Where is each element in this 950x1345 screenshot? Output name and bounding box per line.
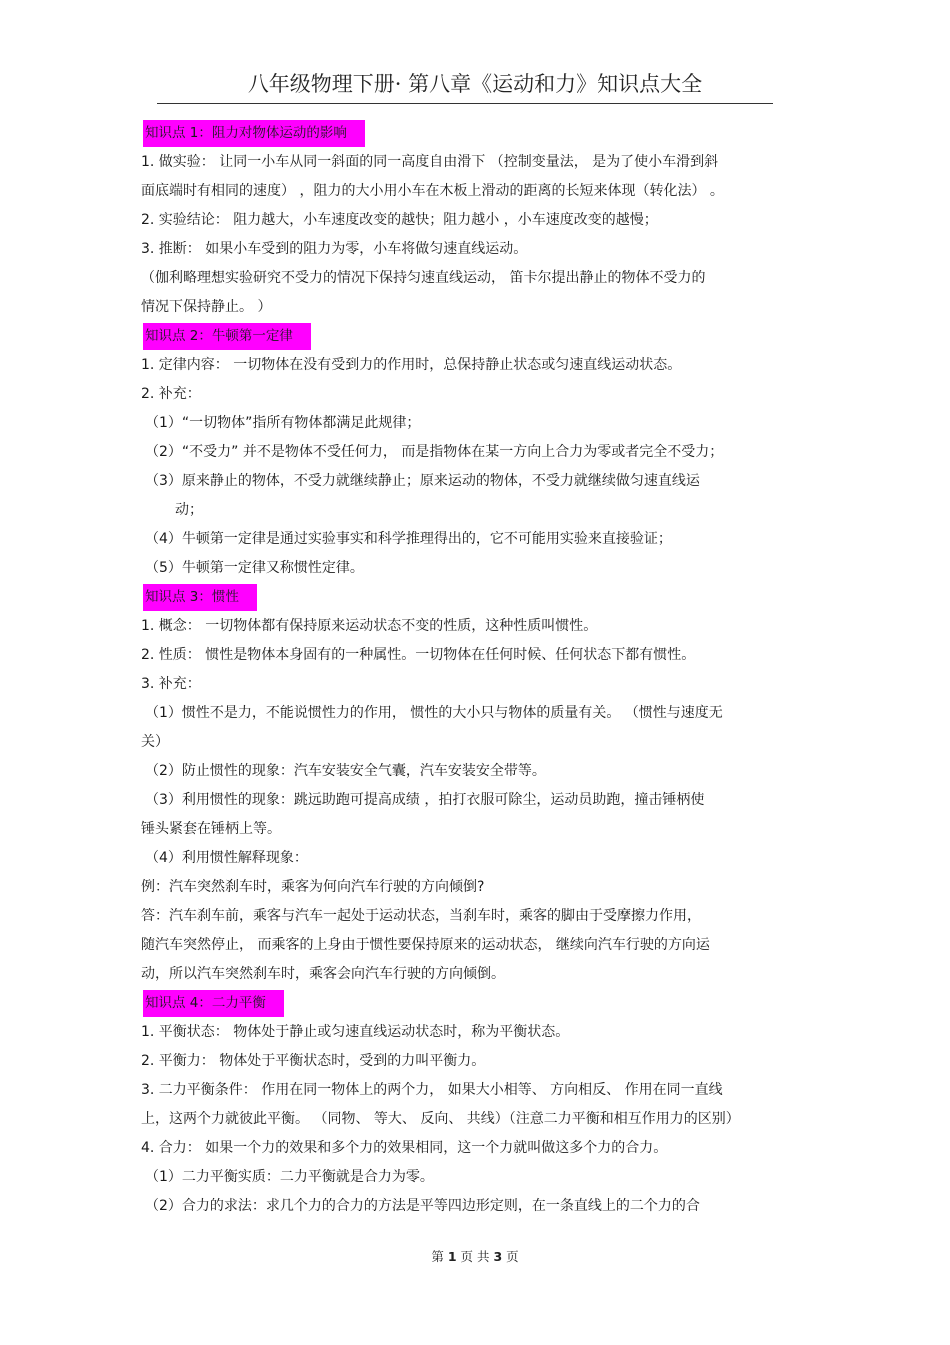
footer-suffix: 页: [506, 1249, 519, 1264]
text-line: 2. 平衡力： 物体处于平衡状态时，受到的力叫平衡力。: [141, 1053, 486, 1069]
text-line: 动，所以汽车突然刹车时，乘客会向汽车行驶的方向倾倒。: [141, 966, 505, 982]
text-line: 锤头紧套在锤柄上等。: [141, 821, 281, 837]
continuation-line: 动；: [175, 502, 203, 518]
text-line: 面底端时有相同的速度） ，阻力的大小用小车在木板上滑动的距离的长短来体现（转化法） 。: [141, 183, 724, 199]
footer-page-total: 3: [493, 1249, 503, 1264]
section-heading-row: [141, 989, 831, 1018]
text-line: 1. 平衡状态： 物体处于静止或匀速直线运动状态时，称为平衡状态。: [141, 1024, 570, 1040]
footer-middle: 页 共: [460, 1249, 490, 1264]
sub-item-line: （1）二力平衡实质：二力平衡就是合力为零。: [145, 1169, 434, 1185]
document-body: [141, 119, 831, 1221]
section-heading: 知识点 4：二力平衡: [143, 990, 284, 1017]
sub-item-line: （2）合力的求法：求几个力的合力的方法是平等四边形定则，在一条直线上的二个力的合: [145, 1198, 700, 1214]
title-divider: [157, 103, 773, 104]
text-line: 3. 二力平衡条件： 作用在同一物体上的两个力， 如果大小相等、 方向相反、 作用在同一直线: [141, 1082, 723, 1098]
text-line: 关）: [141, 734, 169, 750]
sub-item-line: （4）牛顿第一定律是通过实验事实和科学推理得出的，它不可能用实验来直接验证；: [145, 531, 672, 547]
text-line: 1. 概念： 一切物体都有保持原来运动状态不变的性质，这种性质叫惯性。: [141, 618, 598, 634]
sub-item-line: （5）牛顿第一定律又称惯性定律。: [145, 560, 364, 576]
section-heading: 知识点 1：阻力对物体运动的影响: [143, 120, 365, 147]
footer-page-number: 1: [447, 1249, 457, 1264]
sub-item-line: （1）惯性不是力，不能说惯性力的作用， 惯性的大小只与物体的质量有关。 （惯性与速度无: [145, 705, 723, 721]
page-title: 八年级物理下册· 第八章《运动和力》知识点大全: [247, 72, 703, 96]
text-line: 情况下保持静止。 ）: [141, 299, 272, 315]
page-footer: [0, 1247, 950, 1265]
text-line: 上，这两个力就彼此平衡。 （同物、 等大、 反向、 共线）（注意二力平衡和相互作用力的区别）: [141, 1111, 740, 1127]
text-line: （伽利略理想实验研究不受力的情况下保持匀速直线运动， 笛卡尔提出静止的物体不受力的: [141, 270, 706, 286]
text-line: 3. 推断： 如果小车受到的阻力为零，小车将做匀速直线运动。: [141, 241, 528, 257]
text-line: 随汽车突然停止， 而乘客的上身由于惯性要保持原来的运动状态， 继续向汽车行驶的方向运: [141, 937, 710, 953]
text-line: 1. 定律内容： 一切物体在没有受到力的作用时，总保持静止状态或匀速直线运动状态。: [141, 357, 682, 373]
text-line: 4. 合力： 如果一个力的效果和多个力的效果相同，这一个力就叫做这多个力的合力。: [141, 1140, 668, 1156]
text-line: 3. 补充：: [141, 676, 201, 692]
text-line: 答：汽车刹车前，乘客与汽车一起处于运动状态，当刹车时，乘客的脚由于受摩擦力作用，: [141, 908, 701, 924]
text-line: 1. 做实验： 让同一小车从同一斜面的同一高度自由滑下 （控制变量法， 是为了使小车滑到斜: [141, 154, 719, 170]
sub-item-line: （3）原来静止的物体，不受力就继续静止；原来运动的物体，不受力就继续做匀速直线运: [145, 473, 700, 489]
text-line: 例：汽车突然刹车时，乘客为何向汽车行驶的方向倾倒?: [141, 879, 485, 895]
text-line: 2. 性质： 惯性是物体本身固有的一种属性。一切物体在任何时候、任何状态下都有惯性。: [141, 647, 696, 663]
footer-prefix: 第: [431, 1249, 444, 1264]
section-heading-row: [141, 119, 831, 148]
sub-item-line: （2）“不受力” 并不是物体不受任何力， 而是指物体在某一方向上合力为零或者完全不受力；: [145, 444, 724, 460]
text-line: 2. 补充：: [141, 386, 201, 402]
text-line: 2. 实验结论： 阻力越大，小车速度改变的越快；阻力越小 ，小车速度改变的越慢；: [141, 212, 658, 228]
sub-item-line: （1）“一切物体”指所有物体都满足此规律；: [145, 415, 421, 431]
section-heading: 知识点 3：惯性: [143, 584, 257, 611]
section-heading-row: [141, 322, 831, 351]
sub-item-line: （3）利用惯性的现象：跳远助跑可提高成绩 ，拍打衣服可除尘，运动员助跑，撞击锤柄使: [145, 792, 705, 808]
sub-item-line: （4）利用惯性解释现象：: [145, 850, 308, 866]
section-heading-row: [141, 583, 831, 612]
sub-item-line: （2）防止惯性的现象：汽车安装安全气囊，汽车安装安全带等。: [145, 763, 546, 779]
section-heading: 知识点 2：牛顿第一定律: [143, 323, 311, 350]
